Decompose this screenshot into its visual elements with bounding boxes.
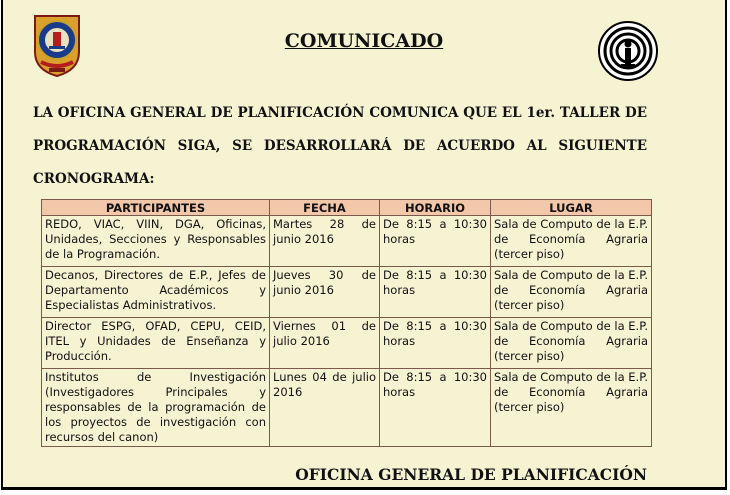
table-row [42,369,652,447]
table-row [42,267,652,318]
time-cell: De 8:15 a 10:30 horas [380,216,491,267]
column-header-fecha: FECHA [270,200,380,216]
location-cell: Sala de Computo de la E.P. de Economía Agraria (tercer piso) [491,318,652,369]
schedule-table [41,199,652,447]
location-cell: Sala de Computo de la E.P. de Economía Agraria (tercer piso) [491,369,652,447]
time-cell: De 8:15 a 10:30 horas [380,318,491,369]
communique-sheet [1,0,727,490]
signature-office: OFICINA GENERAL DE PLANIFICACIÓN [295,465,647,484]
table-row [42,318,652,369]
participants-cell: Decanos, Directores de E.P., Jefes de Departamento Académicos y Especialistas Administrativos. [42,267,270,318]
date-cell: Viernes 01 de julio 2016 [270,318,380,369]
date-cell: Jueves 30 de junio 2016 [270,267,380,318]
participants-cell: REDO, VIAC, VIIN, DGA, Oficinas, Unidades, Secciones y Responsables de la Programación. [42,216,270,267]
participants-cell: Director ESPG, OFAD, CEPU, CEID, ITEL y Unidades de Enseñanza y Producción. [42,318,270,369]
table-row [42,216,652,267]
date-cell: Lunes 04 de julio 2016 [270,369,380,447]
participants-cell: Institutos de Investigación (Investigadores Principales y responsables de la programación de los proyectos de investigación con recursos del canon) [42,369,270,447]
concentric-circles-person-logo-icon [597,20,659,82]
announcement-text [33,97,647,196]
column-header-horario: HORARIO [380,200,491,216]
column-header-participantes: PARTICIPANTES [42,200,270,216]
page-title: COMUNICADO [284,30,444,52]
announcement-line: LA OFICINA GENERAL DE PLANIFICACIÓN COMUNICA QUE EL 1er. TALLER DE [33,105,647,121]
location-cell: Sala de Computo de la E.P. de Economía Agraria (tercer piso) [491,267,652,318]
announcement-line: CRONOGRAMA: [33,171,155,187]
date-cell: Martes 28 de junio 2016 [270,216,380,267]
time-cell: De 8:15 a 10:30 horas [380,369,491,447]
table-header-row [42,200,652,216]
column-header-lugar: LUGAR [491,200,652,216]
announcement-line: PROGRAMACIÓN SIGA, SE DESARROLLARÁ DE ACUERDO AL SIGUIENTE [33,138,647,154]
time-cell: De 8:15 a 10:30 horas [380,267,491,318]
location-cell: Sala de Computo de la E.P. de Economía Agraria (tercer piso) [491,216,652,267]
